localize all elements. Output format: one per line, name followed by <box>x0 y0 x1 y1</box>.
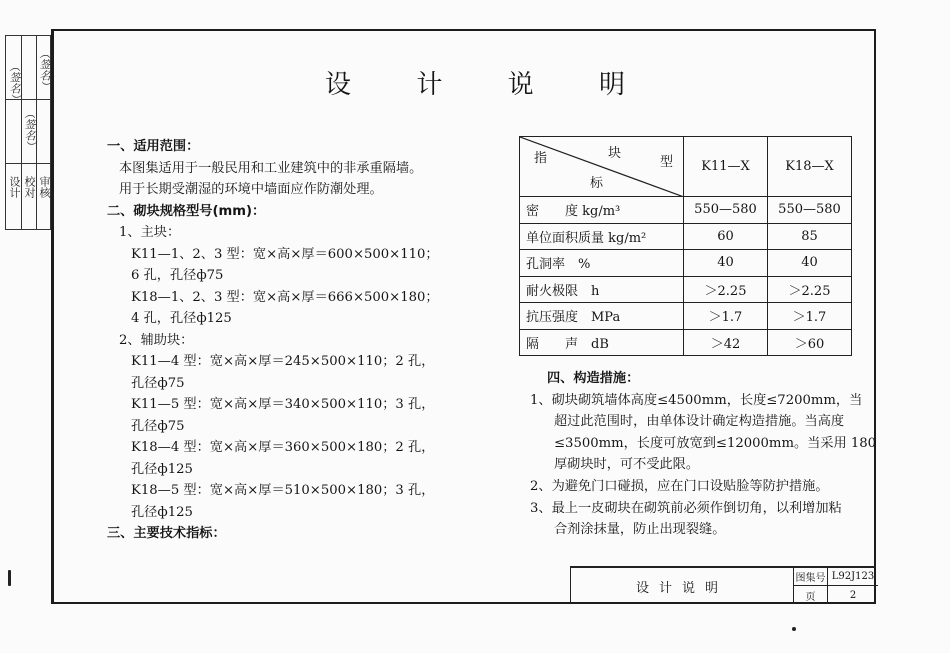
title-block <box>570 566 876 604</box>
text-line: 3、最上一皮砌块在砌筑前必须作倒切角，以利增加粘 <box>530 500 842 516</box>
cell-value: 550—580 <box>684 197 768 224</box>
title-char: 明 <box>598 70 625 100</box>
column-header: K18—X <box>768 137 852 197</box>
text-line: 本图集适用于一般民用和工业建筑中的非承重隔墙。 <box>119 160 423 176</box>
subsection-heading: 1、主块： <box>119 225 181 240</box>
signature-stamp-block <box>5 35 51 230</box>
text-line: 1、砌块砌筑墙体高度≤4500mm，长度≤7200mm，当 <box>530 392 863 408</box>
text-line: K18—1、2、3 型：宽×高×厚＝666×500×180； <box>131 289 439 305</box>
stamp-label-review: 审核 <box>38 176 51 198</box>
right-column-text <box>530 368 877 541</box>
stamp-divider <box>6 163 50 164</box>
row-label: 单位面积质量 kg/m² <box>520 223 684 250</box>
text-line: ≤3500mm，长度可放宽到≤12000mm。当采用 180 <box>554 435 877 451</box>
cell-value: ＞2.25 <box>768 276 852 303</box>
title-char: 设 <box>325 70 352 100</box>
cell-value: ＞1.7 <box>684 303 768 330</box>
table-row <box>520 276 852 303</box>
text-line: K18—5 型：宽×高×厚＝510×500×180；3 孔， <box>131 483 435 498</box>
cell-value: 40 <box>684 250 768 277</box>
table-header-row <box>520 137 852 197</box>
scan-mark <box>8 570 11 586</box>
stamp-signature: （签名） <box>8 61 21 105</box>
row-label: 隔 声 dB <box>520 329 684 356</box>
text-line: 厚砌块时，可不受此限。 <box>554 457 700 473</box>
cell-value: ＞1.7 <box>768 303 852 330</box>
title-block-name: 设计说明 <box>635 580 728 596</box>
cell-value: 550—580 <box>768 197 852 224</box>
diag-label-indicator: 指 <box>534 151 548 166</box>
row-label: 抗压强度 MPa <box>520 303 684 330</box>
text-line: 超过此范围时，由单体设计确定构造措施。当高度 <box>554 414 845 430</box>
page-label: 页 <box>794 586 828 604</box>
text-line: 4 孔，孔径ф125 <box>131 311 232 326</box>
row-label: 耐火极限 h <box>520 276 684 303</box>
text-line: 孔径ф75 <box>131 418 185 434</box>
title-block-grid <box>793 568 877 604</box>
diag-label-mark: 标 <box>590 176 604 191</box>
text-line: 合剂涂抹量，防止出现裂缝。 <box>554 522 726 538</box>
text-line: K18—4 型：宽×高×厚＝360×500×180；2 孔， <box>131 440 435 455</box>
text-line: K11—4 型：宽×高×厚＝245×500×110；2 孔， <box>131 354 435 369</box>
text-line: 孔径ф125 <box>131 504 193 520</box>
stamp-signature: （签名） <box>23 108 36 152</box>
cell-value: 85 <box>768 223 852 250</box>
title-char: 计 <box>416 70 443 100</box>
technical-spec-table <box>519 136 852 356</box>
table-row <box>520 303 852 330</box>
row-label: 孔洞率 % <box>520 250 684 277</box>
section-heading: 三、主要技术指标： <box>107 526 226 541</box>
atlas-number-label: 图集号 <box>794 568 828 586</box>
page-number: 2 <box>849 589 857 601</box>
page-title <box>325 64 625 101</box>
text-line: K11—5 型：宽×高×厚＝340×500×110；3 孔， <box>131 397 435 412</box>
scan-speck <box>792 627 796 631</box>
text-line: 用于长期受潮湿的环境中墙面应作防潮处理。 <box>119 182 383 197</box>
stamp-signature: （签名） <box>38 48 51 92</box>
left-column-text <box>107 136 439 545</box>
table-row <box>520 223 852 250</box>
stamp-label-check: 校对 <box>23 176 36 198</box>
diagonal-header-cell <box>520 137 684 197</box>
subsection-heading: 2、辅助块： <box>119 332 194 348</box>
diag-label-type: 型 <box>660 155 674 170</box>
cell-value: 40 <box>768 250 852 277</box>
section-heading: 二、砌块规格型号(mm)： <box>107 203 266 219</box>
stamp-label-design: 设计 <box>8 176 21 198</box>
text-line: K11—1、2、3 型：宽×高×厚＝600×500×110； <box>131 246 439 262</box>
title-char: 说 <box>507 70 534 100</box>
row-label: 密 度 kg/m³ <box>520 197 684 224</box>
cell-value: ＞60 <box>768 329 852 356</box>
table-row <box>520 197 852 224</box>
text-line: 孔径ф125 <box>131 461 193 477</box>
column-header: K11—X <box>684 137 768 197</box>
diag-label-block: 块 <box>608 146 622 161</box>
cell-value: ＞2.25 <box>684 276 768 303</box>
table-row <box>520 250 852 277</box>
section-heading: 一、适用范围： <box>107 139 200 154</box>
section-heading: 四、构造措施： <box>547 371 640 386</box>
atlas-number-value: L92J123 <box>828 568 878 586</box>
cell-value: 60 <box>684 223 768 250</box>
text-line: 孔径ф75 <box>131 375 185 391</box>
text-line: 2、为避免门口碰损，应在门口设贴脸等防护措施。 <box>530 478 829 494</box>
cell-value: ＞42 <box>684 329 768 356</box>
text-line: 6 孔，孔径ф75 <box>131 268 224 283</box>
table-row <box>520 329 852 356</box>
